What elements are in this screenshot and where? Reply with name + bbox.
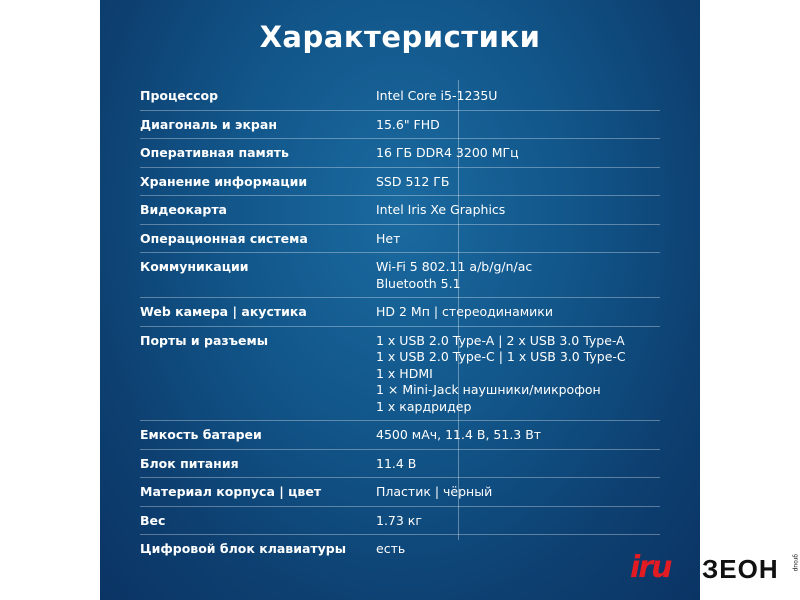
spec-row [140, 253, 660, 298]
spec-value [376, 425, 541, 444]
spec-value [376, 143, 519, 162]
spec-label: Хранение информации [140, 173, 308, 189]
spec-value [376, 511, 422, 530]
spec-row [140, 421, 660, 450]
spec-label: Вес [140, 512, 166, 528]
spec-value-line: 1 x USB 2.0 Type-A | 2 x USB 3.0 Type-A [376, 332, 625, 348]
spec-value-line: SSD 512 ГБ [376, 173, 450, 189]
spec-row [140, 82, 660, 111]
spec-value-line: есть [376, 541, 406, 556]
spec-label: Операционная система [140, 230, 308, 246]
spec-label: Емкость батареи [140, 427, 262, 442]
spec-value-line: Wi-Fi 5 802.11 a/b/g/n/ac [376, 259, 533, 274]
spec-value [376, 454, 416, 473]
spec-value-line: 15.6" FHD [376, 116, 440, 132]
spec-label: Порты и разъемы [140, 332, 269, 348]
spec-label: Диагональ и экран [140, 116, 277, 132]
spec-value-line: 1 x USB 2.0 Type-C | 1 x USB 3.0 Type-C [376, 349, 626, 364]
spec-value-line: Intel Iris Xe Graphics [376, 202, 506, 217]
spec-row [140, 139, 660, 168]
spec-value [376, 229, 400, 248]
spec-value [376, 302, 553, 321]
spec-value-line: HD 2 Мп | стереодинамики [376, 304, 553, 319]
spec-value [376, 257, 532, 292]
spec-label: Коммуникации [140, 259, 249, 274]
page-title: Характеристики [259, 20, 541, 54]
spec-row [140, 327, 660, 422]
spec-value-line: 1 x HDMI [376, 365, 433, 381]
spec-row [140, 478, 660, 507]
iru-logo: iru [630, 550, 671, 585]
spec-row [140, 225, 660, 254]
spec-value [376, 331, 626, 416]
spec-row [140, 450, 660, 479]
spec-row [140, 111, 660, 140]
spec-value [376, 539, 405, 558]
spec-label: Web камера | акустика [140, 304, 307, 319]
spec-value [376, 200, 505, 219]
spec-row [140, 507, 660, 536]
brand-logos [630, 548, 800, 588]
spec-value-line: 1 x кардридер [376, 398, 472, 414]
spec-value-line: 4500 мАч, 11.4 В, 51.3 Вт [376, 427, 542, 442]
zeon-logo: ЗЕОН [702, 554, 779, 584]
spec-value-line: Intel Core i5-1235U [376, 88, 498, 103]
zeon-logo-subtext: group [792, 554, 799, 572]
spec-row [140, 196, 660, 225]
spec-label: Оперативная память [140, 145, 289, 160]
spec-value-line: Нет [376, 230, 401, 246]
spec-label: Видеокарта [140, 202, 227, 217]
spec-value-line: Bluetooth 5.1 [376, 275, 461, 291]
spec-value [376, 172, 450, 191]
spec-value-line: 11.4 В [376, 455, 417, 471]
spec-row [140, 535, 660, 563]
spec-value [376, 86, 497, 105]
spec-value-line: Пластик | чёрный [376, 484, 493, 499]
spec-value [376, 115, 440, 134]
spec-label: Цифровой блок клавиатуры [140, 541, 347, 556]
spec-value-line: 1.73 кг [376, 512, 422, 528]
spec-label: Процессор [140, 88, 219, 103]
spec-row [140, 168, 660, 197]
spec-table [140, 82, 660, 563]
spec-value [376, 482, 492, 501]
spec-card [100, 0, 700, 600]
spec-value-line: 1 × Mini-Jack наушники/микрофон [376, 382, 601, 397]
spec-label: Блок питания [140, 455, 239, 471]
spec-label: Материал корпуса | цвет [140, 484, 322, 499]
spec-value-line: 16 ГБ DDR4 3200 МГц [376, 145, 519, 160]
spec-row [140, 298, 660, 327]
